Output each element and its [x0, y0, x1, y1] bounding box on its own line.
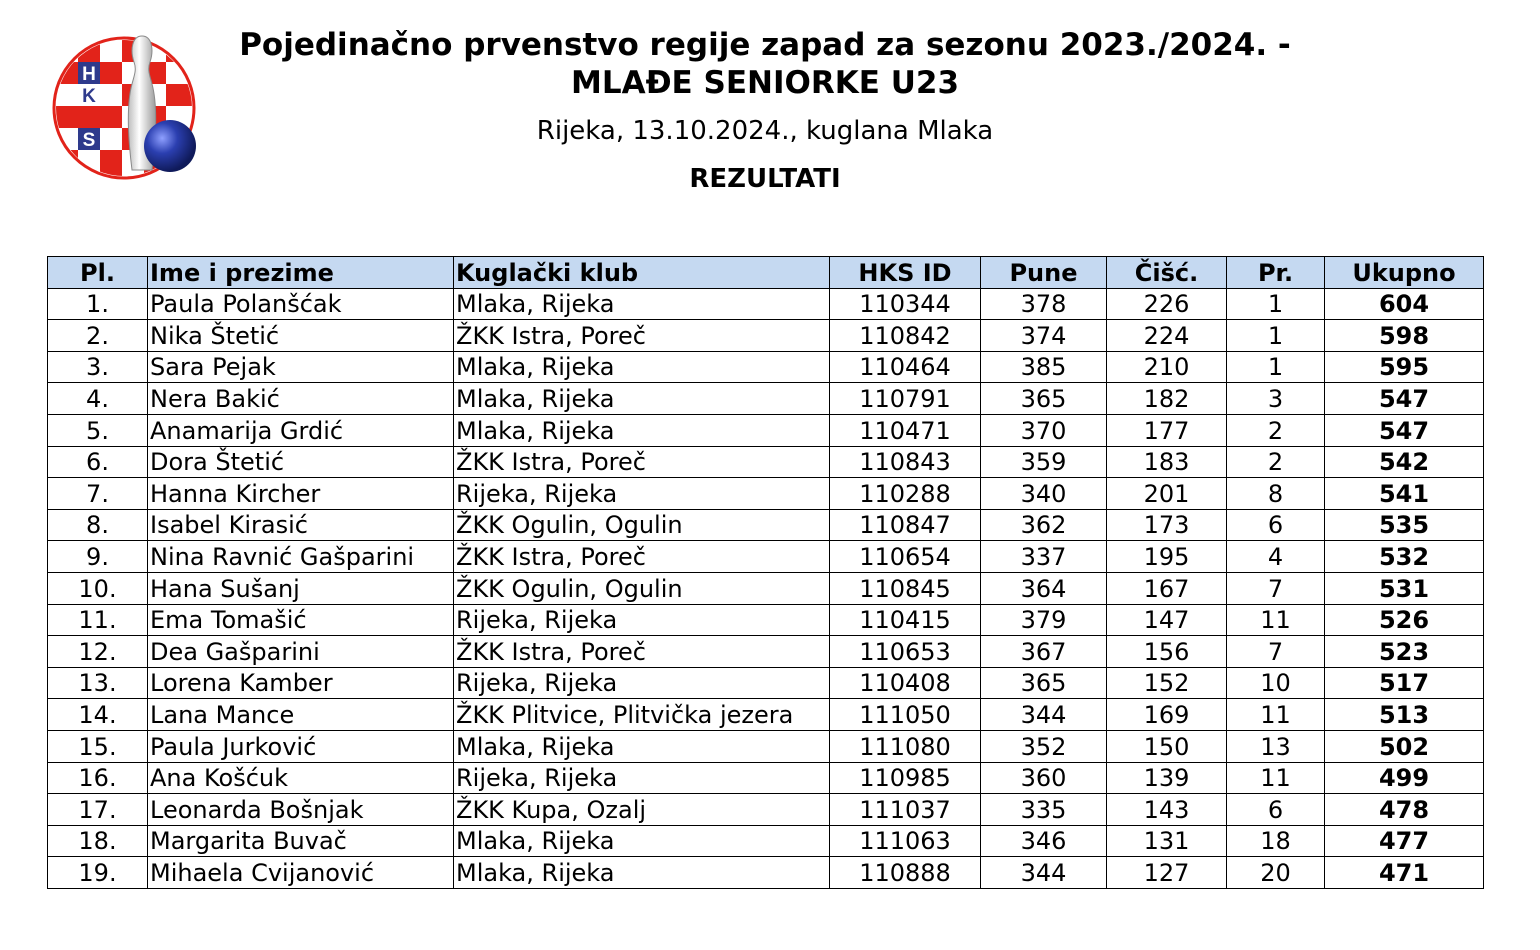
cell-club: ŽKK Istra, Poreč	[454, 320, 830, 352]
cell-hks-id: 110471	[830, 414, 981, 446]
cell-player-name: Dea Gašparini	[148, 636, 454, 668]
cell-club: ŽKK Ogulin, Ogulin	[454, 572, 830, 604]
cell-full-score: 364	[981, 572, 1107, 604]
cell-full-score: 344	[981, 699, 1107, 731]
logo-letter-s: S	[82, 130, 96, 151]
cell-place: 6.	[48, 446, 148, 478]
table-row	[48, 383, 1484, 415]
cell-full-score: 360	[981, 762, 1107, 794]
cell-misses: 6	[1227, 509, 1325, 541]
cell-full-score: 344	[981, 857, 1107, 889]
cell-clear-score: 224	[1107, 320, 1227, 352]
cell-full-score: 378	[981, 288, 1107, 320]
cell-hks-id: 110985	[830, 762, 981, 794]
cell-club: ŽKK Istra, Poreč	[454, 636, 830, 668]
table-row	[48, 604, 1484, 636]
cell-clear-score: 182	[1107, 383, 1227, 415]
cell-total-score: 541	[1325, 478, 1484, 510]
table-row	[48, 667, 1484, 699]
cell-place: 4.	[48, 383, 148, 415]
table-row	[48, 730, 1484, 762]
cell-place: 17.	[48, 794, 148, 826]
cell-place: 15.	[48, 730, 148, 762]
cell-clear-score: 173	[1107, 509, 1227, 541]
cell-clear-score: 226	[1107, 288, 1227, 320]
cell-full-score: 359	[981, 446, 1107, 478]
table-header-row	[48, 257, 1484, 289]
cell-hks-id: 111050	[830, 699, 981, 731]
table-row	[48, 446, 1484, 478]
results-table-body	[48, 288, 1484, 888]
cell-player-name: Lana Mance	[148, 699, 454, 731]
cell-club: Rijeka, Rijeka	[454, 762, 830, 794]
column-header-place: Pl.	[48, 257, 148, 289]
cell-full-score: 367	[981, 636, 1107, 668]
cell-total-score: 595	[1325, 351, 1484, 383]
cell-place: 11.	[48, 604, 148, 636]
table-row	[48, 414, 1484, 446]
cell-place: 10.	[48, 572, 148, 604]
cell-total-score: 471	[1325, 857, 1484, 889]
cell-hks-id: 110847	[830, 509, 981, 541]
cell-place: 16.	[48, 762, 148, 794]
column-header-club: Kuglački klub	[454, 257, 830, 289]
cell-clear-score: 143	[1107, 794, 1227, 826]
cell-player-name: Dora Štetić	[148, 446, 454, 478]
cell-total-score: 535	[1325, 509, 1484, 541]
cell-clear-score: 169	[1107, 699, 1227, 731]
cell-place: 13.	[48, 667, 148, 699]
cell-club: ŽKK Ogulin, Ogulin	[454, 509, 830, 541]
cell-clear-score: 183	[1107, 446, 1227, 478]
title-line-2: MLAĐE SENIORKE U23	[570, 65, 960, 101]
cell-player-name: Ana Košćuk	[148, 762, 454, 794]
cell-place: 12.	[48, 636, 148, 668]
cell-clear-score: 177	[1107, 414, 1227, 446]
table-row	[48, 825, 1484, 857]
cell-misses: 2	[1227, 414, 1325, 446]
cell-clear-score: 127	[1107, 857, 1227, 889]
cell-hks-id: 110845	[830, 572, 981, 604]
table-row	[48, 541, 1484, 573]
cell-clear-score: 195	[1107, 541, 1227, 573]
cell-misses: 7	[1227, 636, 1325, 668]
cell-place: 14.	[48, 699, 148, 731]
cell-full-score: 365	[981, 667, 1107, 699]
cell-club: Mlaka, Rijeka	[454, 351, 830, 383]
cell-total-score: 517	[1325, 667, 1484, 699]
column-header-full: Pune	[981, 257, 1107, 289]
cell-player-name: Hanna Kircher	[148, 478, 454, 510]
cell-player-name: Paula Jurković	[148, 730, 454, 762]
cell-hks-id: 110653	[830, 636, 981, 668]
cell-misses: 3	[1227, 383, 1325, 415]
cell-misses: 7	[1227, 572, 1325, 604]
table-row	[48, 478, 1484, 510]
column-header-hks-id: HKS ID	[830, 257, 981, 289]
logo-letter-k: K	[82, 86, 96, 107]
hks-logo	[52, 28, 202, 183]
cell-clear-score: 152	[1107, 667, 1227, 699]
cell-club: Rijeka, Rijeka	[454, 478, 830, 510]
cell-misses: 20	[1227, 857, 1325, 889]
cell-hks-id: 111037	[830, 794, 981, 826]
column-header-name: Ime i prezime	[148, 257, 454, 289]
cell-club: ŽKK Plitvice, Plitvička jezera	[454, 699, 830, 731]
cell-hks-id: 110415	[830, 604, 981, 636]
cell-total-score: 513	[1325, 699, 1484, 731]
table-row	[48, 320, 1484, 352]
cell-place: 9.	[48, 541, 148, 573]
column-header-total: Ukupno	[1325, 257, 1484, 289]
cell-total-score: 542	[1325, 446, 1484, 478]
cell-player-name: Isabel Kirasić	[148, 509, 454, 541]
table-row	[48, 699, 1484, 731]
cell-full-score: 379	[981, 604, 1107, 636]
cell-club: Mlaka, Rijeka	[454, 825, 830, 857]
cell-player-name: Hana Sušanj	[148, 572, 454, 604]
section-heading: REZULTATI	[689, 164, 841, 194]
cell-clear-score: 150	[1107, 730, 1227, 762]
cell-misses: 11	[1227, 699, 1325, 731]
table-row	[48, 351, 1484, 383]
cell-player-name: Lorena Kamber	[148, 667, 454, 699]
cell-misses: 2	[1227, 446, 1325, 478]
cell-total-score: 502	[1325, 730, 1484, 762]
cell-misses: 1	[1227, 288, 1325, 320]
cell-club: ŽKK Istra, Poreč	[454, 541, 830, 573]
cell-total-score: 531	[1325, 572, 1484, 604]
table-row	[48, 794, 1484, 826]
cell-misses: 11	[1227, 604, 1325, 636]
table-row	[48, 509, 1484, 541]
table-row	[48, 857, 1484, 889]
cell-place: 1.	[48, 288, 148, 320]
logo-letter-h: H	[82, 64, 96, 85]
event-location-date: Rijeka, 13.10.2024., kuglana Mlaka	[536, 116, 994, 146]
cell-misses: 1	[1227, 351, 1325, 383]
cell-hks-id: 110344	[830, 288, 981, 320]
table-row	[48, 762, 1484, 794]
cell-full-score: 352	[981, 730, 1107, 762]
cell-hks-id: 111080	[830, 730, 981, 762]
cell-player-name: Leonarda Bošnjak	[148, 794, 454, 826]
cell-player-name: Margarita Buvač	[148, 825, 454, 857]
cell-place: 5.	[48, 414, 148, 446]
cell-place: 18.	[48, 825, 148, 857]
cell-club: Mlaka, Rijeka	[454, 730, 830, 762]
document-header	[230, 26, 1300, 196]
cell-player-name: Nika Štetić	[148, 320, 454, 352]
table-row	[48, 572, 1484, 604]
table-row	[48, 288, 1484, 320]
cell-hks-id: 110791	[830, 383, 981, 415]
cell-full-score: 370	[981, 414, 1107, 446]
column-header-clear: Čišć.	[1107, 257, 1227, 289]
cell-club: Mlaka, Rijeka	[454, 414, 830, 446]
cell-total-score: 526	[1325, 604, 1484, 636]
cell-total-score: 547	[1325, 414, 1484, 446]
cell-full-score: 374	[981, 320, 1107, 352]
cell-place: 8.	[48, 509, 148, 541]
cell-club: Rijeka, Rijeka	[454, 604, 830, 636]
cell-place: 2.	[48, 320, 148, 352]
results-table	[47, 256, 1484, 889]
cell-clear-score: 139	[1107, 762, 1227, 794]
cell-misses: 10	[1227, 667, 1325, 699]
cell-place: 19.	[48, 857, 148, 889]
cell-player-name: Nera Bakić	[148, 383, 454, 415]
cell-club: Mlaka, Rijeka	[454, 857, 830, 889]
cell-hks-id: 110288	[830, 478, 981, 510]
cell-player-name: Mihaela Cvijanović	[148, 857, 454, 889]
cell-hks-id: 110654	[830, 541, 981, 573]
table-row	[48, 636, 1484, 668]
cell-total-score: 499	[1325, 762, 1484, 794]
cell-club: Mlaka, Rijeka	[454, 288, 830, 320]
cell-club: Mlaka, Rijeka	[454, 383, 830, 415]
cell-place: 7.	[48, 478, 148, 510]
cell-total-score: 604	[1325, 288, 1484, 320]
cell-total-score: 477	[1325, 825, 1484, 857]
cell-total-score: 523	[1325, 636, 1484, 668]
cell-total-score: 532	[1325, 541, 1484, 573]
cell-full-score: 337	[981, 541, 1107, 573]
cell-misses: 11	[1227, 762, 1325, 794]
cell-total-score: 478	[1325, 794, 1484, 826]
title-line-1: Pojedinačno prvenstvo regije zapad za sezonu 2023./2024. -	[239, 27, 1291, 63]
cell-club: ŽKK Istra, Poreč	[454, 446, 830, 478]
cell-clear-score: 131	[1107, 825, 1227, 857]
cell-full-score: 335	[981, 794, 1107, 826]
cell-full-score: 385	[981, 351, 1107, 383]
cell-clear-score: 156	[1107, 636, 1227, 668]
cell-player-name: Anamarija Grdić	[148, 414, 454, 446]
cell-hks-id: 111063	[830, 825, 981, 857]
cell-clear-score: 167	[1107, 572, 1227, 604]
cell-player-name: Paula Polanšćak	[148, 288, 454, 320]
cell-clear-score: 201	[1107, 478, 1227, 510]
cell-place: 3.	[48, 351, 148, 383]
cell-misses: 4	[1227, 541, 1325, 573]
cell-hks-id: 110888	[830, 857, 981, 889]
cell-clear-score: 147	[1107, 604, 1227, 636]
cell-misses: 8	[1227, 478, 1325, 510]
cell-hks-id: 110842	[830, 320, 981, 352]
cell-player-name: Sara Pejak	[148, 351, 454, 383]
cell-total-score: 547	[1325, 383, 1484, 415]
cell-hks-id: 110464	[830, 351, 981, 383]
cell-full-score: 365	[981, 383, 1107, 415]
cell-total-score: 598	[1325, 320, 1484, 352]
cell-player-name: Ema Tomašić	[148, 604, 454, 636]
cell-hks-id: 110408	[830, 667, 981, 699]
cell-misses: 13	[1227, 730, 1325, 762]
column-header-misses: Pr.	[1227, 257, 1325, 289]
cell-misses: 6	[1227, 794, 1325, 826]
cell-clear-score: 210	[1107, 351, 1227, 383]
cell-player-name: Nina Ravnić Gašparini	[148, 541, 454, 573]
bowling-ball-icon	[144, 120, 196, 172]
cell-full-score: 346	[981, 825, 1107, 857]
cell-misses: 18	[1227, 825, 1325, 857]
cell-club: ŽKK Kupa, Ozalj	[454, 794, 830, 826]
cell-full-score: 340	[981, 478, 1107, 510]
cell-full-score: 362	[981, 509, 1107, 541]
cell-club: Rijeka, Rijeka	[454, 667, 830, 699]
cell-misses: 1	[1227, 320, 1325, 352]
cell-hks-id: 110843	[830, 446, 981, 478]
